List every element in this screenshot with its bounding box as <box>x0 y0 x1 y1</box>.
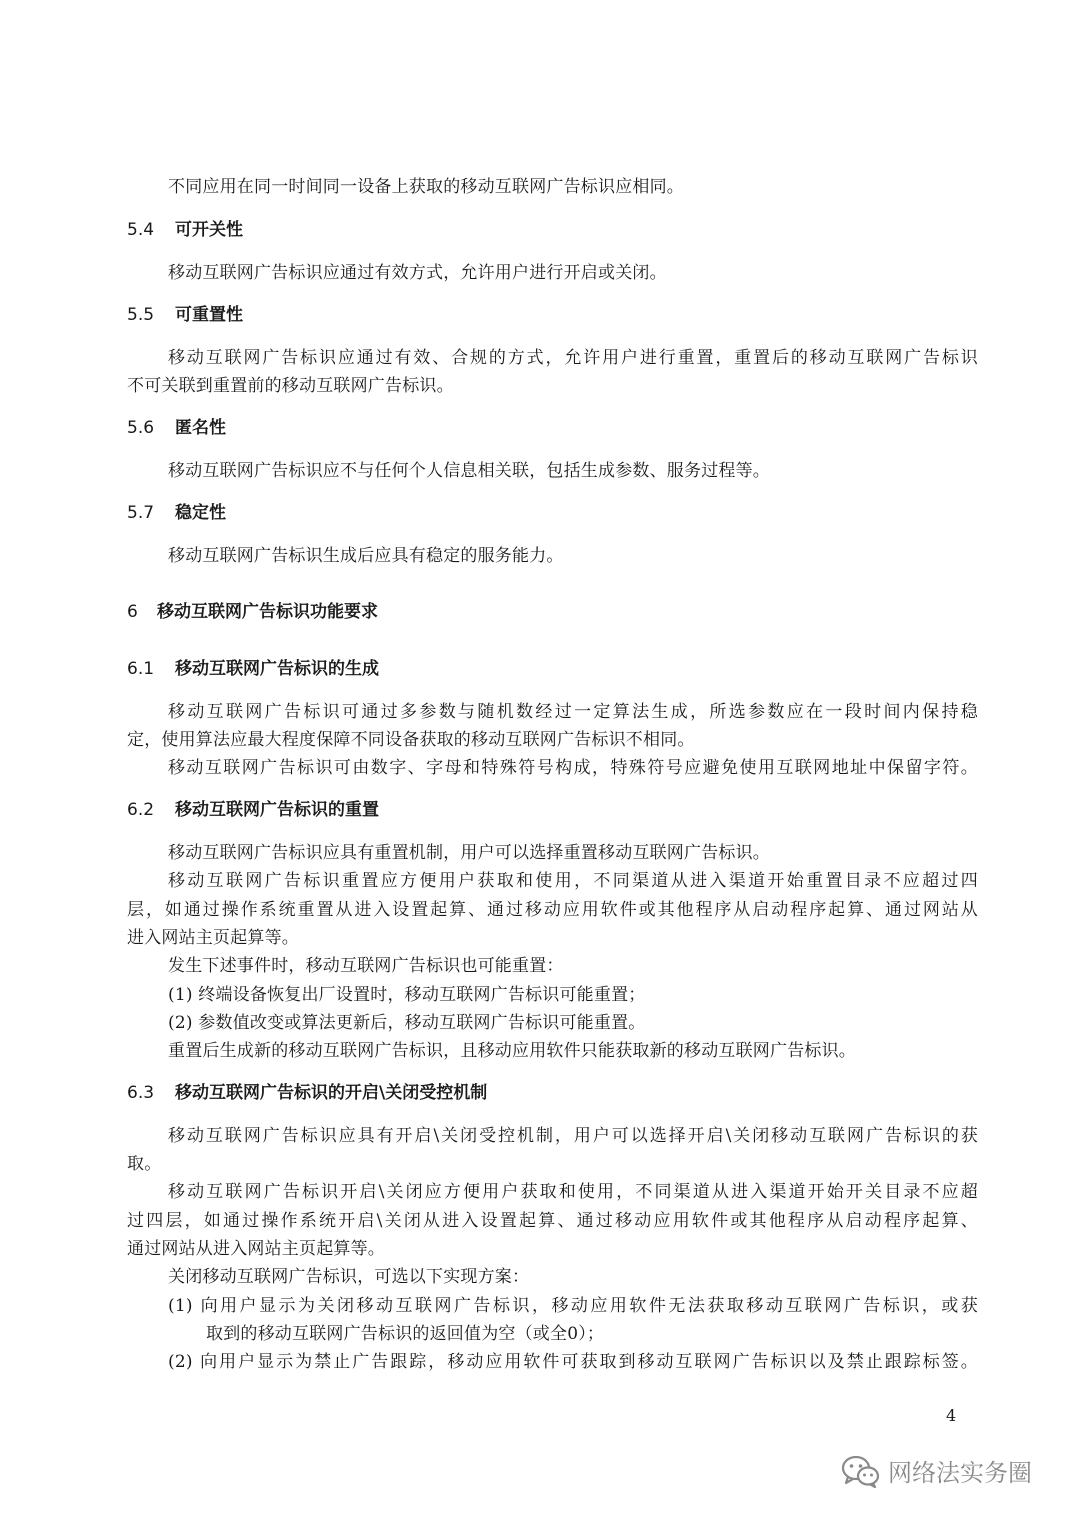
list-item: (2) 参数值改变或算法更新后，移动互联网广告标识可能重置。 <box>168 1013 646 1033</box>
paragraph-line: 关闭移动互联网广告标识，可选以下实现方案： <box>168 1267 530 1287</box>
section-heading-6-3 <box>127 1082 487 1104</box>
section-number: 5.7 <box>127 503 155 523</box>
watermark-text: 网络法实务圈 <box>888 1459 1032 1487</box>
paragraph-line: 移动互联网广告标识开启\关闭应方便用户获取和使用，不同渠道从进入渠道开始开关目录不应超 <box>168 1182 978 1202</box>
section-number: 5.4 <box>127 220 155 240</box>
paragraph-line: 发生下述事件时，移动互联网广告标识也可能重置： <box>168 956 564 976</box>
section-number: 5.5 <box>127 305 155 325</box>
paragraph-line: 进入网站主页起算等。 <box>127 928 299 948</box>
paragraph-line: 不同应用在同一时间同一设备上获取的移动互联网广告标识应相同。 <box>168 177 684 197</box>
section-heading-5-7 <box>127 502 226 524</box>
section-title: 移动互联网广告标识的生成 <box>175 659 379 679</box>
paragraph-line: 移动互联网广告标识应通过有效、合规的方式，允许用户进行重置，重置后的移动互联网广告标识 <box>168 348 978 368</box>
paragraph-line: 重置后生成新的移动互联网广告标识，且移动应用软件只能获取新的移动互联网广告标识。 <box>168 1041 856 1061</box>
section-number: 6 <box>127 602 138 622</box>
paragraph-line: 移动互联网广告标识应具有开启\关闭受控机制，用户可以选择开启\关闭移动互联网广告标识的获 <box>168 1126 978 1146</box>
section-heading-5-4 <box>127 219 243 241</box>
section-heading-6-1 <box>127 658 379 680</box>
list-item: (1) 终端设备恢复出厂设置时，移动互联网广告标识可能重置； <box>168 985 646 1005</box>
list-item-continuation: 取到的移动互联网广告标识的返回值为空（或全0）； <box>206 1324 605 1344</box>
section-number: 5.6 <box>127 418 155 438</box>
paragraph-line: 移动互联网广告标识生成后应具有稳定的服务能力。 <box>168 546 564 566</box>
paragraph-line: 定，使用算法应最大程度保障不同设备获取的移动互联网广告标识不相同。 <box>127 730 695 750</box>
paragraph-line: 取。 <box>127 1154 162 1174</box>
section-title: 可开关性 <box>175 220 243 240</box>
section-heading-5-5 <box>127 304 243 326</box>
paragraph-line: 移动互联网广告标识重置应方便用户获取和使用，不同渠道从进入渠道开始重置目录不应超过四 <box>168 871 978 891</box>
section-title: 匿名性 <box>175 418 226 438</box>
section-number: 6.1 <box>127 659 155 679</box>
page-number: 4 <box>946 1406 957 1425</box>
section-number: 6.2 <box>127 800 155 820</box>
paragraph-line: 移动互联网广告标识可由数字、字母和特殊符号构成，特殊符号应避免使用互联网地址中保留字符。 <box>168 758 978 778</box>
section-number: 6.3 <box>127 1083 155 1103</box>
section-title: 移动互联网广告标识的重置 <box>175 800 379 820</box>
section-title: 稳定性 <box>175 503 226 523</box>
paragraph-line: 移动互联网广告标识应具有重置机制，用户可以选择重置移动互联网广告标识。 <box>168 843 770 863</box>
paragraph-line: 移动互联网广告标识可通过多参数与随机数经过一定算法生成，所选参数应在一段时间内保持稳 <box>168 702 978 722</box>
section-heading-6-2 <box>127 799 379 821</box>
section-heading-5-6 <box>127 417 226 439</box>
list-item: (2) 向用户显示为禁止广告跟踪，移动应用软件可获取到移动互联网广告标识以及禁止跟踪标签。 <box>168 1352 978 1372</box>
paragraph-line: 不可关联到重置前的移动互联网广告标识。 <box>127 376 454 396</box>
section-title: 移动互联网广告标识功能要求 <box>157 602 378 622</box>
wechat-icon <box>840 1454 880 1488</box>
paragraph-line: 移动互联网广告标识应通过有效方式，允许用户进行开启或关闭。 <box>168 263 667 283</box>
paragraph-line: 过四层，如通过操作系统开启\关闭从进入设置起算、通过移动应用软件或其他程序从启动程序起算、 <box>127 1211 978 1231</box>
chapter-heading-6 <box>127 601 378 623</box>
list-item: (1) 向用户显示为关闭移动互联网广告标识，移动应用软件无法获取移动互联网广告标识，或获 <box>168 1296 978 1316</box>
paragraph-line: 移动互联网广告标识应不与任何个人信息相关联，包括生成参数、服务过程等。 <box>168 461 770 481</box>
watermark <box>840 1453 1032 1488</box>
section-title: 可重置性 <box>175 305 243 325</box>
paragraph-line: 通过网站从进入网站主页起算等。 <box>127 1239 385 1259</box>
section-title: 移动互联网广告标识的开启\关闭受控机制 <box>175 1083 488 1103</box>
paragraph-line: 层，如通过操作系统重置从进入设置起算、通过移动应用软件或其他程序从启动程序起算、通过网站从 <box>127 900 978 920</box>
